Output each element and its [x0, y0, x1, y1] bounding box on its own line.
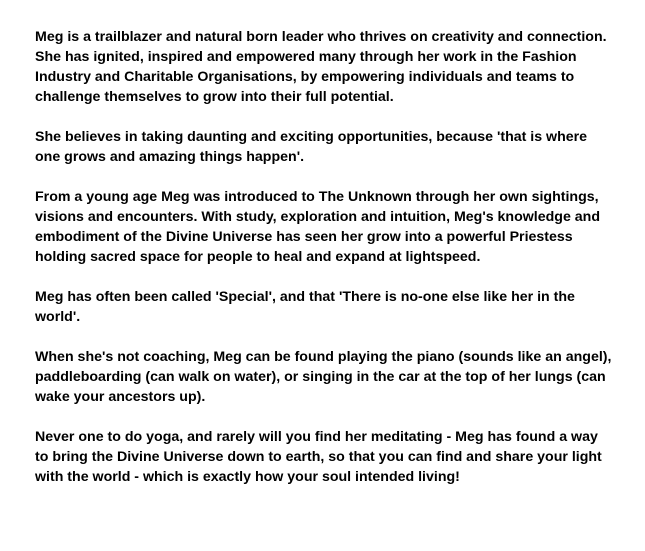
bio-paragraph-special: Meg has often been called 'Special', and that 'There is no-one else like her in the world'. [35, 289, 575, 325]
bio-paragraph-beliefs: She believes in taking daunting and exciting opportunities, because 'that is where one grows and amazing things happen'. [35, 129, 588, 165]
bio-paragraph-closing: Never one to do yoga, and rarely will you find her meditating - Meg has found a way to bring the Divine Universe down to earth, so that you can find and share your light with the world - which is exactly how your soul intended living! [35, 429, 602, 485]
bio-paragraph-intro: Meg is a trailblazer and natural born leader who thrives on creativity and connection. She has ignited, inspired and empowered many through her work in the Fashion Industry and Charitable Organisations, by empowering individuals and teams to challenge themselves to grow into their full potential. [35, 29, 607, 105]
bio-paragraph-hobbies: When she's not coaching, Meg can be found playing the piano (sounds like an angel), paddleboarding (can walk on water), or singing in the car at the top of her lungs (can wake your ancestors up). [35, 349, 612, 405]
bio-text-block [35, 27, 615, 487]
bio-paragraph-background: From a young age Meg was introduced to The Unknown through her own sightings, visions and encounters. With study, exploration and intuition, Meg's knowledge and embodiment of the Divine Universe has seen her grow into a powerful Priestess holding sacred space for people to heal and expand at lightspeed. [35, 189, 601, 265]
